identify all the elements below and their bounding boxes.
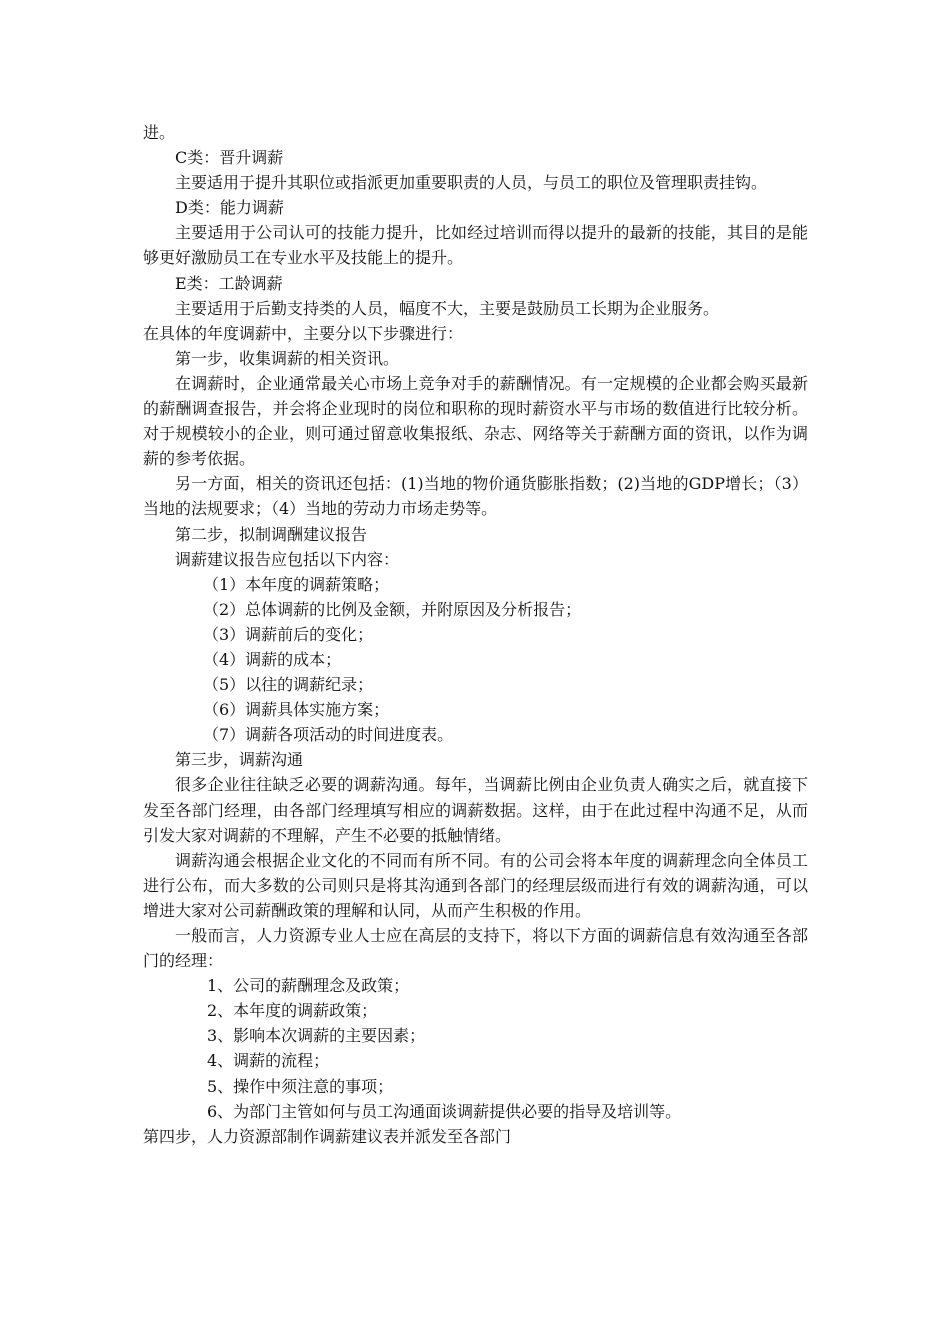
paragraph: 主要适用于后勤支持类的人员，幅度不大，主要是鼓励员工长期为企业服务。 xyxy=(175,298,720,318)
list-item: （7）调薪各项活动的时间进度表。 xyxy=(203,725,454,745)
list-item: （2）总体调薪的比例及金额，并附原因及分析报告； xyxy=(203,599,582,619)
paragraph: 一般而言，人力资源专业人士应在高层的支持下，将以下方面的调薪信息有效沟通至各部门的经理： xyxy=(143,926,808,971)
paragraph: 在调薪时，企业通常最关心市场上竞争对手的薪酬情况。有一定规模的企业都会购买最新的薪酬调查报告，并会将企业现时的岗位和职称的现时薪资水平与市场的数值进行比较分析。对于规模较小的企业，则可通过留意收集报纸、杂志、网络等关于薪酬方面的资讯，以作为调薪的参考依据。 xyxy=(143,373,808,469)
paragraph: 进。 xyxy=(143,123,176,142)
list-item: 5、操作中须注意的事项； xyxy=(207,1076,394,1096)
list-item: 2、本年度的调薪政策； xyxy=(207,1001,378,1021)
paragraph: 调薪建议报告应包括以下内容： xyxy=(175,549,400,569)
section-heading-c: C类：晋升调薪 xyxy=(175,148,284,168)
paragraph: 主要适用于公司认可的技能力提升，比如经过培训而得以提升的最新的技能，其目的是能够更好激励员工在专业水平及技能上的提升。 xyxy=(143,223,808,268)
list-item: 1、公司的薪酬理念及政策； xyxy=(207,976,410,996)
step-heading-1: 第一步，收集调薪的相关资讯。 xyxy=(175,348,400,368)
list-item: （6）调薪具体实施方案； xyxy=(203,700,390,720)
list-item: 4、调薪的流程； xyxy=(207,1051,330,1071)
document-page xyxy=(143,120,808,1149)
list-item: （3）调薪前后的变化； xyxy=(203,624,374,644)
paragraph: 在具体的年度调薪中，主要分以下步骤进行： xyxy=(143,323,464,343)
step-heading-4: 第四步，人力资源部制作调薪建议表并派发至各部门 xyxy=(143,1126,512,1146)
paragraph: 主要适用于提升其职位或指派更加重要职责的人员，与员工的职位及管理职责挂钩。 xyxy=(175,173,768,193)
list-item: （4）调薪的成本； xyxy=(203,649,342,669)
section-heading-e: E类：工龄调薪 xyxy=(175,273,283,293)
list-item: 3、影响本次调薪的主要因素； xyxy=(207,1026,426,1046)
list-item: （1）本年度的调薪策略； xyxy=(203,574,390,594)
paragraph: 调薪沟通会根据企业文化的不同而有所不同。有的公司会将本年度的调薪理念向全体员工进行公布，而大多数的公司则只是将其沟通到各部门的经理层级而进行有效的调薪沟通，可以增进大家对公司薪酬政策的理解和认同，从而产生积极的作用。 xyxy=(143,850,808,920)
step-heading-2: 第二步，拟制调酬建议报告 xyxy=(175,524,368,544)
paragraph: 很多企业往往缺乏必要的调薪沟通。每年，当调薪比例由企业负责人确实之后，就直接下发至各部门经理，由各部门经理填写相应的调薪数据。这样，由于在此过程中沟通不足，从而引发大家对调薪的不理解，产生不必要的抵触情绪。 xyxy=(143,775,808,845)
step-heading-3: 第三步，调薪沟通 xyxy=(175,750,304,770)
list-item: （5）以往的调薪纪录； xyxy=(203,675,374,695)
list-item: 6、为部门主管如何与员工沟通面谈调薪提供必要的指导及培训等。 xyxy=(207,1101,682,1121)
paragraph: 另一方面，相关的资讯还包括：(1)当地的物价通货膨胀指数；(2)当地的GDP增长；（3）当地的法规要求；（4）当地的劳动力市场走势等。 xyxy=(143,474,808,519)
section-heading-d: D类：能力调薪 xyxy=(175,198,284,218)
